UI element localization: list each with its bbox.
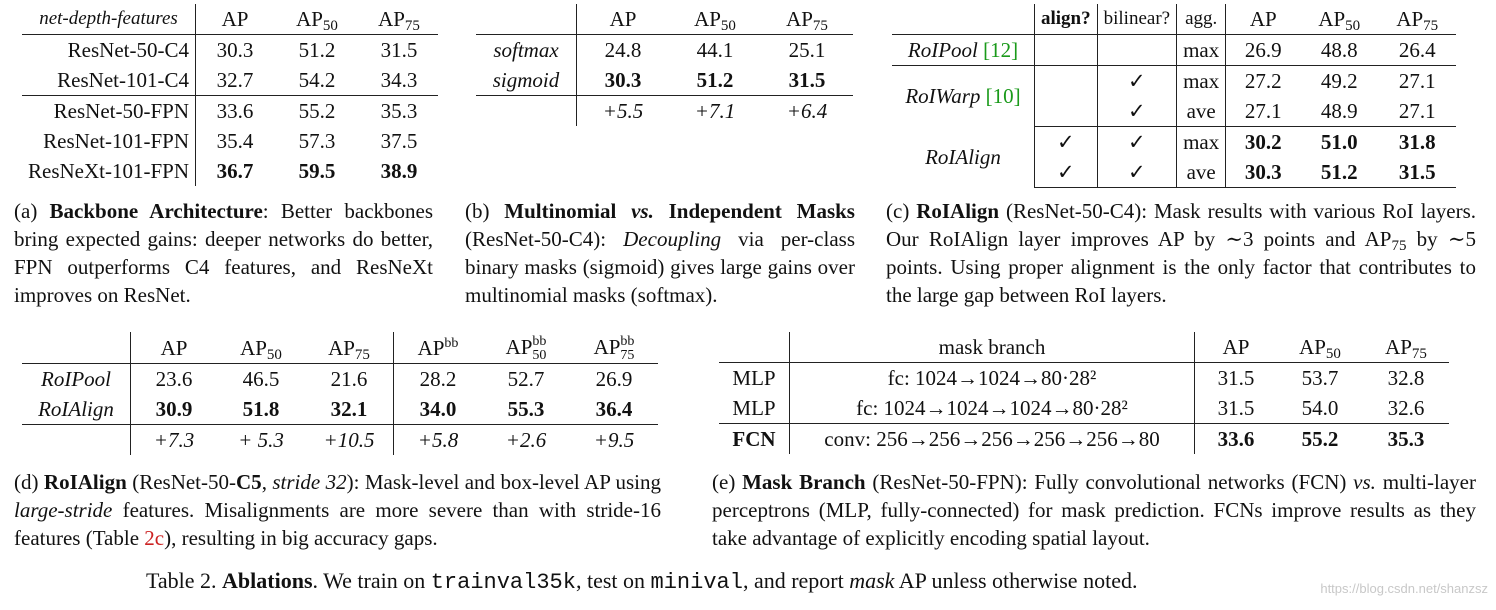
table-cell: conv: 256→256→256→256→256→80 (790, 424, 1195, 455)
table-e-header-ap: AP (1195, 332, 1278, 363)
table-cell: 51.0 (1320, 130, 1358, 154)
table-cell: +5.5 (602, 99, 644, 123)
table-cell: 51.2 (669, 65, 761, 96)
table-row-label (22, 425, 131, 456)
table-cell: 30.3 (577, 65, 670, 96)
table-cell: 31.5 (380, 38, 418, 62)
table-cell (1035, 66, 1098, 97)
table-cell: 52.7 (507, 367, 545, 392)
table-cell: + 5.3 (238, 428, 284, 453)
table-c-header-agg: agg. (1177, 4, 1226, 35)
table-cell: 49.2 (1320, 69, 1358, 93)
table-cell: ✓ (1097, 127, 1176, 158)
table-cell: 32.1 (305, 394, 394, 425)
table-cell: 33.6 (216, 99, 254, 123)
table-cell: 24.8 (604, 38, 642, 62)
table-cell: +5.8 (417, 428, 459, 453)
table-cell: 21.6 (305, 364, 394, 395)
main-caption-text: . We train on (312, 568, 431, 593)
table-cell: 32.6 (1363, 393, 1449, 424)
table-cell: 35.3 (380, 99, 418, 123)
table-cell: 55.3 (482, 394, 570, 425)
table-cell: +9.5 (593, 428, 635, 453)
table-cell: 46.5 (242, 367, 280, 392)
main-caption-code-train: trainval35k (430, 570, 576, 595)
table-cell: 34.0 (394, 394, 483, 425)
table-cell: 36.7 (216, 159, 254, 183)
caption-text: (ResNet-50-C5, stride 32): Mask-level and box-level AP using large-stride features. Misalignments are more severe than with stride-16 features (Table 2c), resulting in big accuracy gaps. (14, 470, 662, 550)
table-cell: +7.3 (153, 428, 195, 453)
table-cell: 31.5 (1195, 393, 1278, 424)
table-cell: 59.5 (298, 159, 336, 183)
table-e-header-mask-branch: mask branch (790, 332, 1195, 363)
table-cell: 57.3 (298, 129, 336, 153)
table-e-header-empty (719, 332, 790, 363)
caption-label: (d) (14, 470, 39, 494)
table-cell: 32.7 (196, 65, 275, 96)
table-cell: 27.1 (1226, 96, 1301, 127)
table-cell: 38.9 (380, 159, 418, 183)
table-c (892, 4, 1456, 188)
caption-title: Backbone Architecture (49, 199, 263, 223)
table-d-header-empty (22, 332, 131, 364)
table-cell: 26.9 (595, 367, 633, 392)
table-c-header-align: align? (1035, 4, 1098, 35)
table-cell (1035, 96, 1098, 127)
table-a-panel (22, 4, 438, 186)
table-row-label: ResNet-50-FPN (22, 96, 196, 127)
table-row-label: MLP (719, 393, 790, 424)
table-cell: 37.5 (380, 129, 418, 153)
table-cell: max (1177, 127, 1226, 158)
table-cell: 44.1 (696, 38, 734, 62)
table-e-panel (719, 332, 1449, 454)
table-cell: ✓ (1097, 96, 1176, 127)
table-cell: 48.8 (1300, 35, 1378, 66)
table-cell: 55.2 (298, 99, 336, 123)
table-cell: ✓ (1035, 127, 1098, 158)
table-e-caption (712, 468, 1476, 552)
table-cell: ✓ (1097, 66, 1176, 97)
table-cell: 31.5 (1378, 157, 1456, 188)
table-cell: ✓ (1097, 157, 1176, 188)
table-cell: ave (1177, 96, 1226, 127)
main-caption-text: , test on (575, 568, 651, 593)
table-b-header-ap75: $AP_{75}$ (761, 4, 853, 35)
caption-label: (c) (886, 199, 910, 223)
table-cell: 30.3 (1226, 157, 1301, 188)
table-c-header-ap: AP (1226, 4, 1301, 35)
table-cell: ✓ (1035, 157, 1098, 188)
table-b-caption (465, 197, 855, 309)
table-cell: 51.2 (298, 38, 336, 62)
table-row-label: RoIPool (22, 364, 131, 395)
table-cell: max (1177, 35, 1226, 66)
table-b-header-ap50: $AP_{50}$ (669, 4, 761, 35)
table-row-label: RoIAlign (22, 394, 131, 425)
table-cell: 54.0 (1277, 393, 1363, 424)
table-cell (1097, 35, 1176, 66)
table-cell: 30.3 (216, 38, 254, 62)
table-cell: 23.6 (155, 367, 193, 392)
table-cell: 32.8 (1387, 366, 1425, 390)
table-b-header-ap: AP (577, 4, 670, 35)
table-row-label: FCN (719, 424, 790, 455)
caption-label: (e) (712, 470, 736, 494)
table-d-header-ap: AP (131, 332, 218, 364)
table-cell: 34.3 (360, 65, 438, 96)
table-d (22, 332, 658, 455)
table-c-caption (886, 197, 1476, 309)
main-caption-title: Ablations (222, 568, 313, 593)
table-row-label: sigmoid (476, 65, 577, 96)
table-cell: max (1177, 66, 1226, 97)
caption-text: (ResNet-50-C4): Mask results with various RoI layers. Our RoIAlign layer improves AP by ∼3 points and $AP_{75}$ by ∼5 points. Using proper alignment is the only factor that contributes to the large gap between RoI layers. (886, 199, 1477, 307)
table-row-label: RoIWarp [10] (892, 66, 1035, 127)
table-cell: 30.2 (1244, 130, 1282, 154)
caption-title: Mask Branch (742, 470, 866, 494)
table-cell: 26.9 (1226, 35, 1301, 66)
table-cell: 25.1 (788, 38, 826, 62)
main-caption-emph: mask (849, 568, 895, 593)
table-cell: 51.8 (217, 394, 305, 425)
table-cell: 33.6 (1217, 427, 1255, 451)
table-d-header-apbb: $AP^{bb}$ (394, 332, 483, 364)
table-row-label (476, 96, 577, 127)
table-d-header-apbb75: APbb 75 (570, 332, 658, 364)
table-b (476, 4, 853, 126)
table-c-header-ap50: $AP_{50}$ (1300, 4, 1378, 35)
table-c-header-ap75: $AP_{75}$ (1378, 4, 1456, 35)
table-cell: ave (1177, 157, 1226, 188)
table-cell: +7.1 (694, 99, 736, 123)
table-cell: 31.5 (1217, 366, 1255, 390)
table-cell: 27.1 (1378, 96, 1456, 127)
table-row-label: ResNeXt-101-FPN (22, 156, 196, 186)
main-caption-text: AP unless otherwise noted. (894, 568, 1138, 593)
table-e-header-ap75: $AP_{75}$ (1363, 332, 1449, 363)
table-row-label: ResNet-50-C4 (22, 35, 196, 66)
table-c-header-bilinear: bilinear? (1097, 4, 1176, 35)
caption-label: (b) (465, 199, 490, 223)
table-cell: +2.6 (505, 428, 547, 453)
table-d-header-ap75: $AP_{75}$ (305, 332, 394, 364)
table-a-caption (14, 197, 433, 309)
table-row-label: RoIAlign (892, 127, 1035, 188)
table-cell: 31.5 (761, 65, 853, 96)
main-caption-text: , and report (742, 568, 850, 593)
table-cell: 54.2 (274, 65, 360, 96)
caption-title: Multinomial vs. Independent Masks (504, 199, 855, 223)
table-cell: +6.4 (786, 99, 828, 123)
table-cell: 48.9 (1300, 96, 1378, 127)
table-cell: 51.2 (1300, 157, 1378, 188)
table-row-label: ResNet-101-C4 (22, 65, 196, 96)
table-cell: 26.4 (1378, 35, 1456, 66)
caption-text: : Better backbones bring expected gains: deeper networks do better, FPN outperforms C4 features, and ResNeXt improves on ResNet. (14, 199, 434, 307)
table-cell: 35.4 (216, 129, 254, 153)
table-a-header-col-0: net-depth-features (22, 4, 196, 35)
table-cell: 55.2 (1301, 427, 1339, 451)
table-cell: fc: 1024→1024→80·28² (790, 363, 1195, 394)
caption-title: RoIAlign (43, 470, 127, 494)
table-cell: 30.9 (131, 394, 218, 425)
table-e (719, 332, 1449, 454)
table-row-label: softmax (476, 35, 577, 66)
table-d-header-ap50: $AP_{50}$ (217, 332, 305, 364)
table-cell: fc: 1024→1024→1024→80·28² (790, 393, 1195, 424)
table-cell: +10.5 (305, 425, 394, 456)
table-d-header-apbb50: APbb 50 (482, 332, 570, 364)
main-caption (146, 566, 1137, 598)
main-caption-label: Table 2. (146, 568, 217, 593)
caption-text: (ResNet-50-C4): Decoupling via per-class binary masks (sigmoid) gives large gains over multinomial masks (softmax). (465, 227, 855, 307)
table-cell: 53.7 (1301, 366, 1339, 390)
table-c-header-empty (892, 4, 1035, 35)
table-cell: 27.2 (1244, 69, 1282, 93)
caption-label: (a) (14, 199, 38, 223)
table-c-panel (892, 4, 1456, 188)
table-a (22, 4, 438, 186)
table-a-header-ap50: $AP_{50}$ (274, 4, 360, 35)
table-cell: 27.1 (1398, 69, 1436, 93)
table-cell: 31.8 (1398, 130, 1436, 154)
table-cell (1035, 35, 1098, 66)
table-a-header-ap: AP (196, 4, 275, 35)
table-e-header-ap50: $AP_{50}$ (1277, 332, 1363, 363)
main-caption-code-val: minival (650, 570, 743, 595)
table-b-panel (476, 4, 853, 126)
table-row-label: RoIPool [12] (892, 35, 1035, 66)
caption-text: (ResNet-50-FPN): Fully convolutional networks (FCN) vs. multi-layer perceptrons (MLP, fully-connected) for mask prediction. FCNs improve results as they take advantage of explicitly encoding spatial layout. (712, 470, 1476, 550)
table-cell: 36.4 (570, 394, 658, 425)
table-a-header-ap75: $AP_{75}$ (360, 4, 438, 35)
table-row-label: MLP (719, 363, 790, 394)
table-b-header-empty (476, 4, 577, 35)
watermark: https://blog.csdn.net/shanzsz (1320, 581, 1488, 596)
table-d-caption (14, 468, 661, 552)
table-row-label: ResNet-101-FPN (22, 126, 196, 156)
caption-title: RoIAlign (916, 199, 1000, 223)
table-d-panel (22, 332, 658, 455)
table-cell: 35.3 (1387, 427, 1425, 451)
table-cell: 28.2 (419, 367, 457, 392)
